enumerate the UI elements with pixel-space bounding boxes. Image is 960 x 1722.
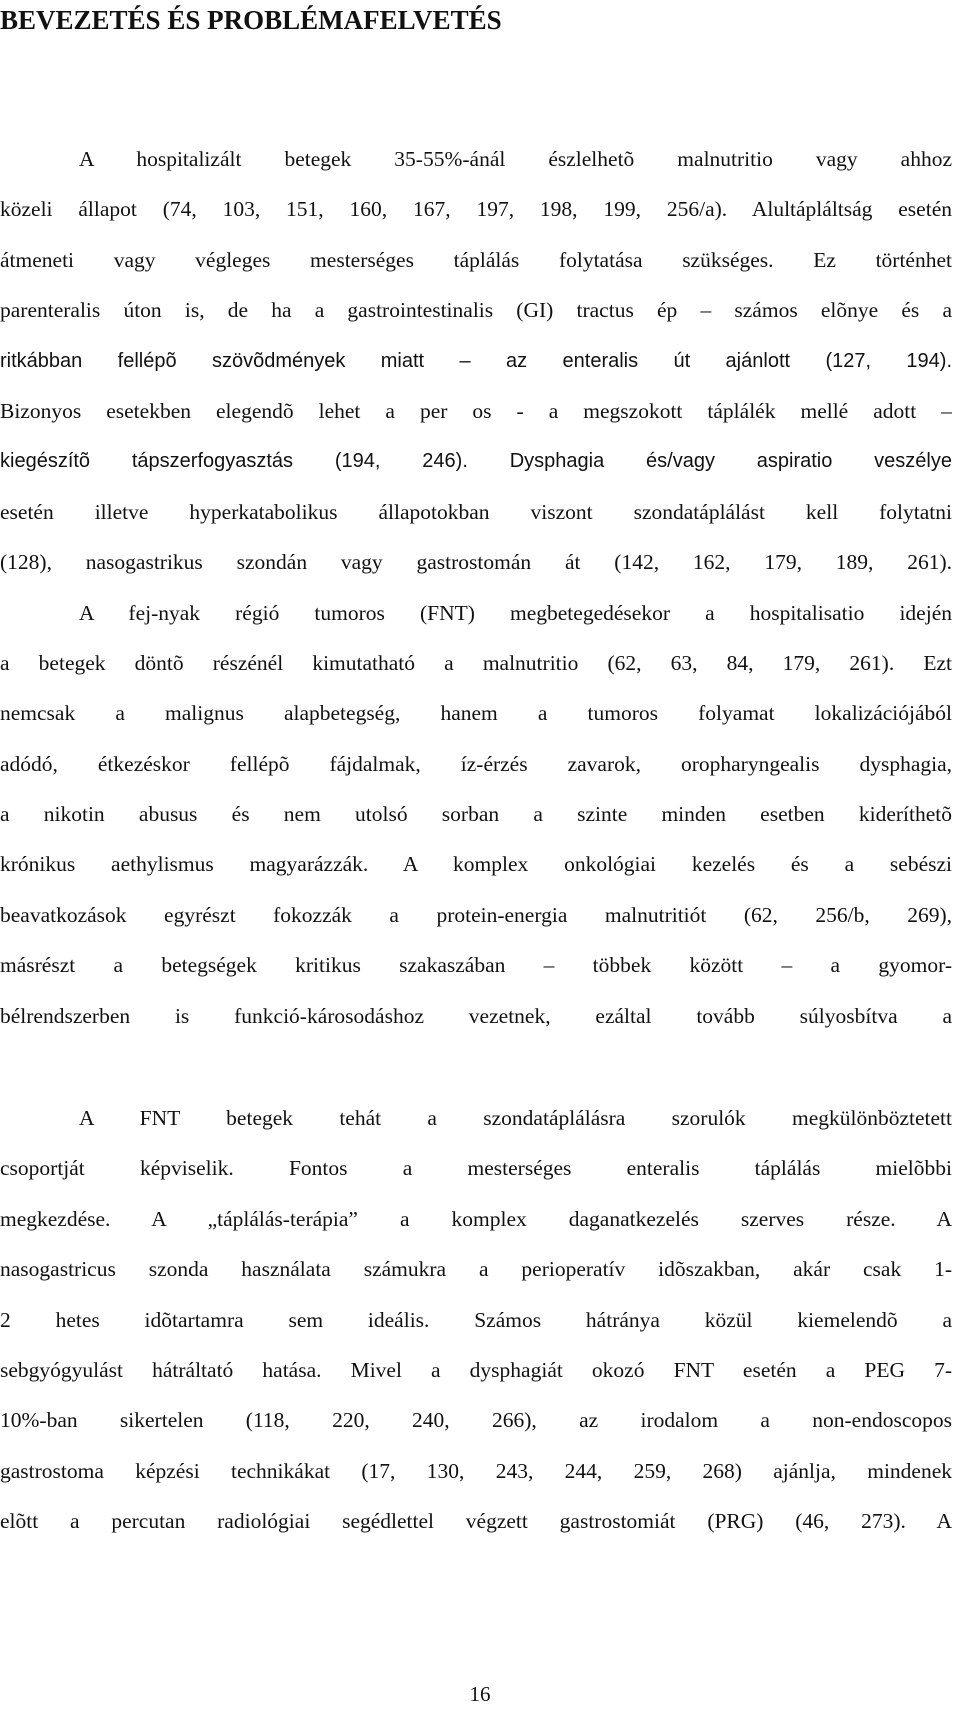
text-line: A FNT betegek tehát a szondatáplálásra szorulók megkülönböztetett: [79, 1106, 952, 1130]
text-line: a betegek döntõ részénél kimutatható a malnutritio (62, 63, 84, 179, 261). Ezt: [0, 650, 952, 675]
section-title: BEVEZETÉS ÉS PROBLÉMAFELVETÉS: [0, 5, 502, 35]
text-line: másrészt a betegségek kritikus szakaszában – többek között – a gyomor-: [0, 953, 952, 978]
text-line: kiegészítõ tápszerfogyasztás (194, 246). Dysphagia és/vagy aspiratio veszélye: [0, 450, 952, 473]
text-line: A hospitalizált betegek 35-55%-ánál észlelhetõ malnutritio vagy ahhoz: [79, 147, 952, 171]
text-line: átmeneti vagy végleges mesterséges táplálás folytatása szükséges. Ez történhet: [0, 247, 952, 272]
text-line: esetén illetve hyperkatabolikus állapotokban viszont szondatáplálást kell folytatni: [0, 499, 952, 524]
paragraph-fnt-patients: [0, 1093, 952, 1547]
text-line: ritkábban fellépõ szövõdmények miatt – az enteralis út ajánlott (127, 194).: [0, 349, 952, 372]
text-line: adódó, étkezéskor fellépõ fájdalmak, íz-érzés zavarok, oropharyngealis dysphagia,: [0, 751, 952, 776]
text-line: elõtt a percutan radiológiai segédlettel végzett gastrostomiát (PRG) (46, 273). A: [0, 1509, 952, 1534]
text-line: megkezdése. A „táplálás-terápia” a komplex daganatkezelés szerves része. A: [0, 1206, 952, 1231]
text-line: csoportját képviselik. Fontos a mesterséges enteralis táplálás mielõbbi: [0, 1156, 952, 1181]
text-line: parenteralis úton is, de ha a gastrointestinalis (GI) tractus ép – számos elõnye és a: [0, 298, 952, 323]
text-line: 10%-ban sikertelen (118, 220, 240, 266), az irodalom a non-endoscopos: [0, 1408, 952, 1433]
text-line: gastrostoma képzési technikákat (17, 130, 243, 244, 259, 268) ajánlja, mindenek: [0, 1458, 952, 1483]
page-number: 16: [469, 1682, 491, 1706]
text-line: bélrendszerben is funkció-károsodáshoz vezetnek, ezáltal tovább súlyosbítva a: [0, 1003, 952, 1028]
text-line: közeli állapot (74, 103, 151, 160, 167, 197, 198, 199, 256/a). Alultápláltság esetén: [0, 197, 952, 222]
text-line: a nikotin abusus és nem utolsó sorban a szinte minden esetben kideríthetõ: [0, 802, 952, 827]
text-line: nemcsak a malignus alapbetegség, hanem a tumoros folyamat lokalizációjából: [0, 701, 952, 726]
text-line: sebgyógyulást hátráltató hatása. Mivel a dysphagiát okozó FNT esetén a PEG 7-: [0, 1357, 952, 1382]
text-line: A fej-nyak régió tumoros (FNT) megbetegedésekor a hospitalisatio idején: [79, 600, 952, 625]
text-line: 2 hetes idõtartamra sem ideális. Számos hátránya közül kiemelendõ a: [0, 1307, 952, 1332]
text-line: Bizonyos esetekben elegendõ lehet a per os - a megszokott táplálék mellé adott –: [0, 398, 952, 423]
text-line: krónikus aethylismus magyarázzák. A komplex onkológiai kezelés és a sebészi: [0, 852, 952, 877]
paragraph-malnutrition-intro: [0, 134, 952, 1041]
text-line: (128), nasogastrikus szondán vagy gastrostomán át (142, 162, 179, 189, 261).: [0, 550, 952, 575]
text-line: beavatkozások egyrészt fokozzák a protein-energia malnutritiót (62, 256/b, 269),: [0, 902, 952, 927]
text-line: nasogastricus szonda használata számukra a perioperatív idõszakban, akár csak 1-: [0, 1257, 952, 1282]
